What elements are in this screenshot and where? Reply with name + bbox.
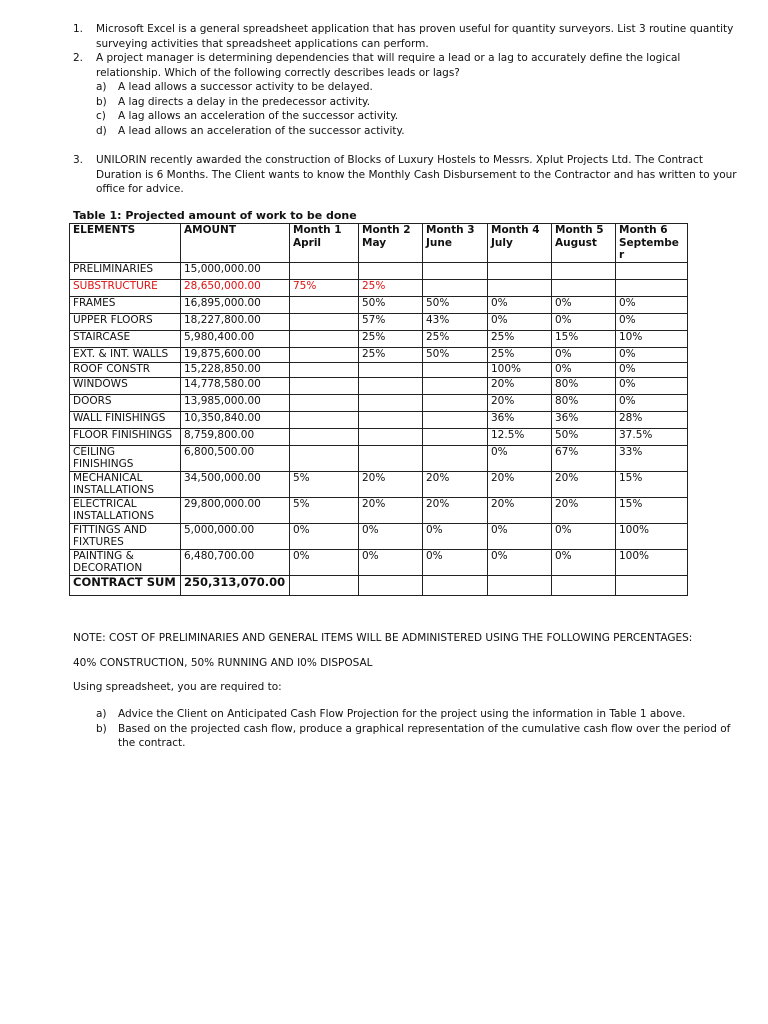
percent-cell: 0%: [359, 549, 423, 575]
amount-cell: 5,980,400.00: [181, 330, 290, 347]
element-cell: STAIRCASE: [70, 330, 181, 347]
percent-cell: [423, 279, 488, 296]
option-a: [96, 80, 738, 95]
percent-cell: [488, 575, 552, 595]
percent-cell: [290, 347, 359, 362]
percent-cell: [359, 362, 423, 377]
percent-cell: 50%: [359, 296, 423, 313]
percent-cell: 25%: [359, 347, 423, 362]
task-b: [96, 722, 738, 751]
amount-cell: 10,350,840.00: [181, 411, 290, 428]
percent-cell: 0%: [290, 523, 359, 549]
percent-cell: 67%: [552, 445, 616, 471]
percent-cell: [290, 330, 359, 347]
question-text: UNILORIN recently awarded the construction of Blocks of Luxury Hostels to Messrs. Xplut Projects Ltd. The Contract Duration is 6 Months. The Client wants to know the Monthly Cash Disbursement to the Contractor and has written to your office for advice.: [96, 154, 737, 195]
percent-cell: 20%: [423, 471, 488, 497]
option-text: A lead allows a successor activity to be delayed.: [118, 81, 373, 93]
question-number: 3.: [73, 154, 84, 166]
percent-cell: [423, 411, 488, 428]
percent-cell: 0%: [616, 296, 688, 313]
percent-cell: 28%: [616, 411, 688, 428]
column-header: ELEMENTS: [70, 224, 181, 263]
percent-cell: 20%: [423, 497, 488, 523]
percent-cell: 43%: [423, 313, 488, 330]
table-row: [70, 523, 688, 549]
element-cell: PRELIMINARIES: [70, 262, 181, 279]
percent-cell: [290, 428, 359, 445]
percent-cell: 20%: [552, 497, 616, 523]
table-row: [70, 347, 688, 362]
task-letter: b): [96, 722, 107, 735]
element-cell: SUBSTRUCTURE: [70, 279, 181, 296]
element-cell: EXT. & INT. WALLS: [70, 347, 181, 362]
percent-cell: 100%: [616, 523, 688, 549]
percent-cell: 0%: [552, 549, 616, 575]
table-row: [70, 445, 688, 471]
percent-cell: [552, 575, 616, 595]
percent-cell: 36%: [552, 411, 616, 428]
table-row: [70, 362, 688, 377]
table-row: [70, 262, 688, 279]
percent-cell: 0%: [488, 445, 552, 471]
percent-cell: [488, 262, 552, 279]
amount-cell: 15,228,850.00: [181, 362, 290, 377]
percent-cell: 0%: [552, 347, 616, 362]
table-row: [70, 279, 688, 296]
percent-cell: [359, 394, 423, 411]
task-text: Based on the projected cash flow, produce a graphical representation of the cumulative cash flow over the period of the contract.: [118, 722, 731, 749]
task-a: [96, 707, 738, 722]
table-row: [70, 313, 688, 330]
percent-cell: [290, 296, 359, 313]
option-text: A lag allows an acceleration of the successor activity.: [118, 110, 399, 122]
option-text: A lag directs a delay in the predecessor activity.: [118, 95, 371, 108]
percent-cell: 50%: [423, 296, 488, 313]
column-header: AMOUNT: [181, 224, 290, 263]
percent-cell: 5%: [290, 471, 359, 497]
percent-cell: 37.5%: [616, 428, 688, 445]
percent-cell: 33%: [616, 445, 688, 471]
table-row: [70, 575, 688, 595]
percent-cell: [290, 313, 359, 330]
element-cell: WINDOWS: [70, 377, 181, 394]
percent-cell: 80%: [552, 377, 616, 394]
element-cell: CONTRACT SUM: [70, 575, 181, 595]
percent-cell: 12.5%: [488, 428, 552, 445]
element-cell: WALL FINISHINGS: [70, 411, 181, 428]
element-cell: ELECTRICAL INSTALLATIONS: [70, 497, 181, 523]
percent-cell: 0%: [552, 313, 616, 330]
percent-cell: 0%: [616, 377, 688, 394]
percent-cell: 0%: [423, 549, 488, 575]
percent-cell: [359, 377, 423, 394]
percent-cell: 50%: [552, 428, 616, 445]
percent-cell: 100%: [488, 362, 552, 377]
percent-cell: [290, 394, 359, 411]
amount-cell: 6,800,500.00: [181, 445, 290, 471]
percent-cell: 0%: [616, 313, 688, 330]
question-text: A project manager is determining dependencies that will require a lead or a lag to accurately define the logical relationship. Which of the following correctly describes leads or lags?: [96, 52, 681, 79]
table-row: [70, 549, 688, 575]
percent-cell: 80%: [552, 394, 616, 411]
tasks: [73, 707, 738, 751]
note: NOTE: COST OF PRELIMINARIES AND GENERAL ITEMS WILL BE ADMINISTERED USING THE FOLLOWING PERCENTAGES:: [73, 632, 693, 644]
percent-cell: 20%: [488, 471, 552, 497]
amount-cell: 13,985,000.00: [181, 394, 290, 411]
percent-cell: 25%: [423, 330, 488, 347]
table-row: [70, 377, 688, 394]
percent-cell: 20%: [552, 471, 616, 497]
percent-cell: 0%: [423, 523, 488, 549]
amount-cell: 34,500,000.00: [181, 471, 290, 497]
amount-cell: 5,000,000.00: [181, 523, 290, 549]
percent-cell: [423, 377, 488, 394]
option-letter: d): [96, 124, 107, 137]
element-cell: FRAMES: [70, 296, 181, 313]
table-row: [70, 330, 688, 347]
percent-cell: 0%: [552, 362, 616, 377]
option-letter: b): [96, 95, 107, 108]
option-b: [96, 95, 738, 110]
amount-cell: 28,650,000.00: [181, 279, 290, 296]
percent-cell: [552, 262, 616, 279]
question-2: [73, 51, 738, 138]
question-3: [73, 153, 738, 197]
column-header: Month 1 April: [290, 224, 359, 263]
task-letter: a): [96, 708, 107, 720]
percent-cell: [290, 575, 359, 595]
percent-cell: 0%: [616, 362, 688, 377]
percent-cell: 15%: [616, 497, 688, 523]
percent-cell: 20%: [359, 471, 423, 497]
amount-cell: 8,759,800.00: [181, 428, 290, 445]
percent-cell: 0%: [552, 523, 616, 549]
percent-cell: 20%: [488, 394, 552, 411]
percent-cell: [359, 262, 423, 279]
option-c: [96, 109, 738, 124]
percent-cell: 0%: [488, 523, 552, 549]
question-text: Microsoft Excel is a general spreadsheet application that has proven useful for quantity surveyors. List 3 routine quantity surveying activities that spreadsheet applications can perform.: [96, 23, 734, 50]
column-header: Month 4 July: [488, 224, 552, 263]
percent-cell: [359, 575, 423, 595]
instruction: Using spreadsheet, you are required to:: [73, 681, 282, 693]
element-cell: UPPER FLOORS: [70, 313, 181, 330]
percent-cell: 15%: [616, 471, 688, 497]
amount-cell: 18,227,800.00: [181, 313, 290, 330]
percent-cell: 0%: [616, 394, 688, 411]
table-row: [70, 296, 688, 313]
percent-cell: 57%: [359, 313, 423, 330]
work-schedule-table: [69, 223, 688, 596]
option-letter: c): [96, 110, 106, 122]
table-caption: Table 1: Projected amount of work to be done: [73, 209, 357, 222]
percent-cell: [488, 279, 552, 296]
column-header: Month 2 May: [359, 224, 423, 263]
percentages: 40% CONSTRUCTION, 50% RUNNING AND I0% DISPOSAL: [73, 657, 373, 669]
element-cell: PAINTING & DECORATION: [70, 549, 181, 575]
table-row: [70, 471, 688, 497]
percent-cell: 10%: [616, 330, 688, 347]
percent-cell: 0%: [488, 296, 552, 313]
table-row: [70, 428, 688, 445]
percent-cell: 20%: [488, 377, 552, 394]
element-cell: FITTINGS AND FIXTURES: [70, 523, 181, 549]
percent-cell: 25%: [359, 330, 423, 347]
percent-cell: 0%: [488, 549, 552, 575]
percent-cell: 75%: [290, 279, 359, 296]
percent-cell: [616, 279, 688, 296]
percent-cell: [290, 362, 359, 377]
percent-cell: 15%: [552, 330, 616, 347]
question-number: 2.: [73, 52, 84, 64]
element-cell: CEILING FINISHINGS: [70, 445, 181, 471]
percent-cell: [423, 428, 488, 445]
percent-cell: [359, 411, 423, 428]
percent-cell: [423, 262, 488, 279]
percent-cell: 25%: [488, 330, 552, 347]
amount-cell: 29,800,000.00: [181, 497, 290, 523]
percent-cell: 50%: [423, 347, 488, 362]
percent-cell: [290, 411, 359, 428]
percent-cell: [359, 445, 423, 471]
option-letter: a): [96, 81, 107, 93]
element-cell: ROOF CONSTR: [70, 362, 181, 377]
table-row: [70, 411, 688, 428]
percent-cell: [423, 394, 488, 411]
percent-cell: 5%: [290, 497, 359, 523]
amount-cell: 250,313,070.00: [181, 575, 290, 595]
element-cell: MECHANICAL INSTALLATIONS: [70, 471, 181, 497]
percent-cell: 0%: [359, 523, 423, 549]
percent-cell: [423, 575, 488, 595]
percent-cell: [423, 362, 488, 377]
percent-cell: [616, 575, 688, 595]
percent-cell: [290, 262, 359, 279]
percent-cell: 0%: [552, 296, 616, 313]
percent-cell: 25%: [488, 347, 552, 362]
amount-cell: 14,778,580.00: [181, 377, 290, 394]
option-d: [96, 124, 738, 139]
percent-cell: 0%: [290, 549, 359, 575]
column-header: Month 3 June: [423, 224, 488, 263]
percent-cell: [359, 428, 423, 445]
table-row: [70, 497, 688, 523]
element-cell: DOORS: [70, 394, 181, 411]
percent-cell: 0%: [616, 347, 688, 362]
amount-cell: 16,895,000.00: [181, 296, 290, 313]
option-text: A lead allows an acceleration of the successor activity.: [118, 124, 405, 137]
percent-cell: [552, 279, 616, 296]
amount-cell: 6,480,700.00: [181, 549, 290, 575]
percent-cell: 20%: [359, 497, 423, 523]
task-text: Advice the Client on Anticipated Cash Flow Projection for the project using the information in Table 1 above.: [118, 708, 686, 720]
column-header: Month 6 Septembe r: [616, 224, 688, 263]
percent-cell: 20%: [488, 497, 552, 523]
element-cell: FLOOR FINISHINGS: [70, 428, 181, 445]
percent-cell: [290, 377, 359, 394]
percent-cell: [423, 445, 488, 471]
percent-cell: 25%: [359, 279, 423, 296]
table-header-row: [70, 224, 688, 263]
percent-cell: 36%: [488, 411, 552, 428]
percent-cell: 100%: [616, 549, 688, 575]
column-header: Month 5 August: [552, 224, 616, 263]
table-row: [70, 394, 688, 411]
question-number: 1.: [73, 23, 84, 35]
amount-cell: 15,000,000.00: [181, 262, 290, 279]
amount-cell: 19,875,600.00: [181, 347, 290, 362]
percent-cell: [616, 262, 688, 279]
percent-cell: 0%: [488, 313, 552, 330]
percent-cell: [290, 445, 359, 471]
question-1: [73, 22, 738, 51]
